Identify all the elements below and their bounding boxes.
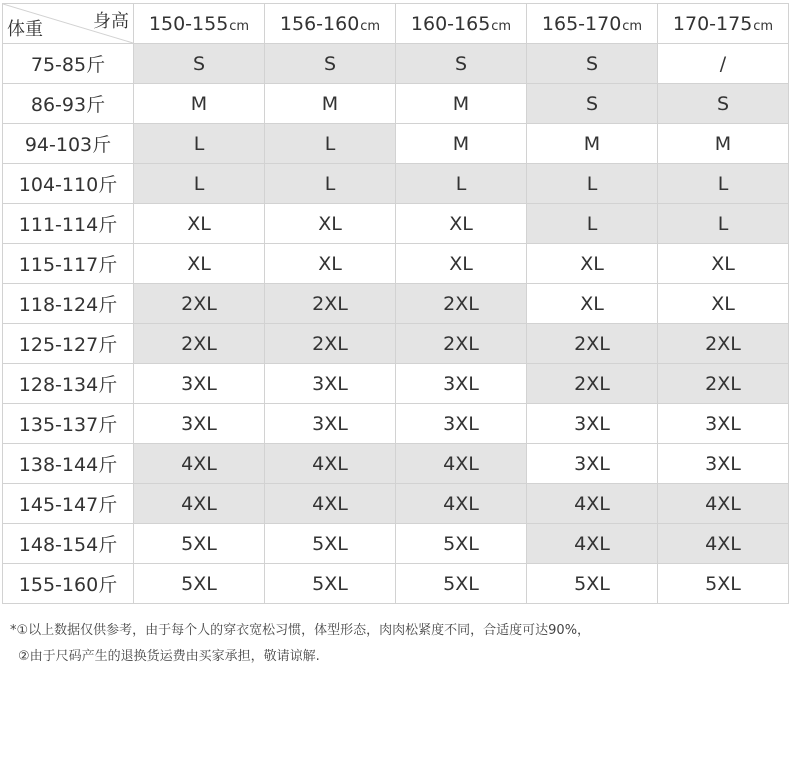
weight-cell <box>3 204 134 244</box>
weight-range: 148-154 <box>18 534 99 556</box>
weight-cell <box>3 564 134 604</box>
height-header-cell <box>134 4 265 44</box>
weight-range: 125-127 <box>18 334 99 356</box>
size-cell: XL <box>527 244 658 284</box>
notes <box>10 618 590 670</box>
size-cell: S <box>134 44 265 84</box>
size-cell: L <box>527 164 658 204</box>
height-header-cell <box>658 4 789 44</box>
height-header-cell <box>265 4 396 44</box>
size-cell: 2XL <box>658 364 789 404</box>
weight-unit: 斤 <box>98 214 118 236</box>
table-row <box>3 44 789 84</box>
size-cell: S <box>527 84 658 124</box>
size-cell: 5XL <box>658 564 789 604</box>
weight-unit: 斤 <box>92 134 112 156</box>
weight-range: 138-144 <box>18 454 99 476</box>
height-unit: cm <box>753 18 774 34</box>
weight-range: 111-114 <box>18 214 99 236</box>
size-cell: L <box>527 204 658 244</box>
table-row <box>3 444 789 484</box>
size-cell: 4XL <box>134 444 265 484</box>
weight-cell <box>3 404 134 444</box>
size-cell: 2XL <box>134 284 265 324</box>
weight-unit: 斤 <box>98 254 118 276</box>
note-1: *①以上数据仅供参考，由于每个人的穿衣宽松习惯，体型形态，肉肉松紧度不同，合适度可达90%， <box>10 623 591 638</box>
table-row <box>3 244 789 284</box>
weight-range: 86-93 <box>30 94 87 116</box>
weight-cell <box>3 164 134 204</box>
weight-cell <box>3 124 134 164</box>
size-cell: M <box>658 124 789 164</box>
height-range: 170-175 <box>672 12 753 35</box>
size-cell: L <box>658 204 789 244</box>
table-row <box>3 124 789 164</box>
height-unit: cm <box>360 18 381 34</box>
note-2: ②由于尺码产生的退换货运费由买家承担，敬请谅解. <box>18 649 320 664</box>
table-row <box>3 164 789 204</box>
size-cell: M <box>396 124 527 164</box>
size-cell: 4XL <box>396 444 527 484</box>
height-range: 150-155 <box>148 12 229 35</box>
weight-cell <box>3 444 134 484</box>
weight-unit: 斤 <box>86 94 106 116</box>
size-cell: 4XL <box>527 484 658 524</box>
weight-cell <box>3 484 134 524</box>
weight-unit: 斤 <box>98 494 118 516</box>
weight-unit: 斤 <box>98 294 118 316</box>
size-cell: XL <box>658 244 789 284</box>
size-cell: L <box>396 164 527 204</box>
size-cell: 4XL <box>396 484 527 524</box>
size-cell: 2XL <box>265 324 396 364</box>
size-cell: S <box>396 44 527 84</box>
weight-range: 135-137 <box>18 414 99 436</box>
height-range: 165-170 <box>541 12 622 35</box>
weight-unit: 斤 <box>98 534 118 556</box>
size-cell: 3XL <box>396 364 527 404</box>
table-row <box>3 404 789 444</box>
table-row <box>3 564 789 604</box>
table-row <box>3 324 789 364</box>
weight-unit: 斤 <box>98 174 118 196</box>
size-cell: M <box>134 84 265 124</box>
table-row <box>3 524 789 564</box>
size-cell: XL <box>134 204 265 244</box>
weight-axis-label: 体重 <box>7 19 43 40</box>
weight-cell <box>3 84 134 124</box>
size-cell: 4XL <box>658 524 789 564</box>
weight-range: 94-103 <box>24 134 93 156</box>
size-cell: 5XL <box>134 564 265 604</box>
size-cell: / <box>658 44 789 84</box>
weight-range: 104-110 <box>18 174 99 196</box>
size-cell: L <box>265 164 396 204</box>
size-cell: 2XL <box>134 324 265 364</box>
size-cell: XL <box>396 204 527 244</box>
size-cell: 3XL <box>134 404 265 444</box>
size-cell: 5XL <box>265 564 396 604</box>
size-cell: S <box>658 84 789 124</box>
size-cell: XL <box>265 244 396 284</box>
size-cell: L <box>658 164 789 204</box>
weight-cell <box>3 284 134 324</box>
height-range: 160-165 <box>410 12 491 35</box>
size-cell: M <box>265 84 396 124</box>
height-unit: cm <box>229 18 250 34</box>
size-cell: 5XL <box>265 524 396 564</box>
height-range: 156-160 <box>279 12 360 35</box>
weight-unit: 斤 <box>86 54 106 76</box>
table-row <box>3 84 789 124</box>
size-cell: S <box>527 44 658 84</box>
size-cell: 5XL <box>527 564 658 604</box>
table-row <box>3 284 789 324</box>
table-row <box>3 364 789 404</box>
weight-cell <box>3 324 134 364</box>
weight-range: 115-117 <box>18 254 99 276</box>
size-cell: 2XL <box>527 324 658 364</box>
weight-unit: 斤 <box>98 454 118 476</box>
weight-cell <box>3 244 134 284</box>
table-row <box>3 204 789 244</box>
size-cell: 3XL <box>527 444 658 484</box>
size-cell: M <box>396 84 527 124</box>
size-cell: 5XL <box>396 564 527 604</box>
height-unit: cm <box>491 18 512 34</box>
size-cell: XL <box>396 244 527 284</box>
weight-range: 118-124 <box>18 294 99 316</box>
size-cell: 2XL <box>527 364 658 404</box>
size-cell: L <box>134 124 265 164</box>
weight-range: 75-85 <box>30 54 87 76</box>
size-cell: L <box>265 124 396 164</box>
size-cell: 2XL <box>265 284 396 324</box>
weight-range: 155-160 <box>18 574 99 596</box>
size-cell: 4XL <box>134 484 265 524</box>
size-cell: 3XL <box>265 364 396 404</box>
size-cell: XL <box>658 284 789 324</box>
size-cell: 5XL <box>134 524 265 564</box>
size-cell: 2XL <box>396 324 527 364</box>
height-axis-label: 身高 <box>93 11 129 32</box>
size-cell: 5XL <box>396 524 527 564</box>
size-cell: 4XL <box>527 524 658 564</box>
height-header-cell <box>396 4 527 44</box>
height-header-cell <box>527 4 658 44</box>
weight-range: 145-147 <box>18 494 99 516</box>
size-chart-table <box>2 3 789 604</box>
size-cell: 4XL <box>265 444 396 484</box>
size-cell: 3XL <box>134 364 265 404</box>
size-cell: M <box>527 124 658 164</box>
size-cell: 3XL <box>658 444 789 484</box>
size-cell: 4XL <box>658 484 789 524</box>
weight-unit: 斤 <box>98 574 118 596</box>
size-cell: XL <box>527 284 658 324</box>
size-cell: L <box>134 164 265 204</box>
weight-cell <box>3 364 134 404</box>
weight-cell <box>3 524 134 564</box>
size-cell: 3XL <box>265 404 396 444</box>
table-row <box>3 484 789 524</box>
height-unit: cm <box>622 18 643 34</box>
weight-cell <box>3 44 134 84</box>
size-cell: XL <box>134 244 265 284</box>
weight-unit: 斤 <box>98 374 118 396</box>
header-row <box>3 4 789 44</box>
weight-range: 128-134 <box>18 374 99 396</box>
size-cell: 2XL <box>396 284 527 324</box>
size-cell: 2XL <box>658 324 789 364</box>
size-cell: XL <box>265 204 396 244</box>
size-cell: 3XL <box>396 404 527 444</box>
size-cell: 3XL <box>527 404 658 444</box>
corner-cell <box>3 4 134 44</box>
size-cell: 4XL <box>265 484 396 524</box>
weight-unit: 斤 <box>98 414 118 436</box>
size-cell: S <box>265 44 396 84</box>
weight-unit: 斤 <box>98 334 118 356</box>
size-cell: 3XL <box>658 404 789 444</box>
